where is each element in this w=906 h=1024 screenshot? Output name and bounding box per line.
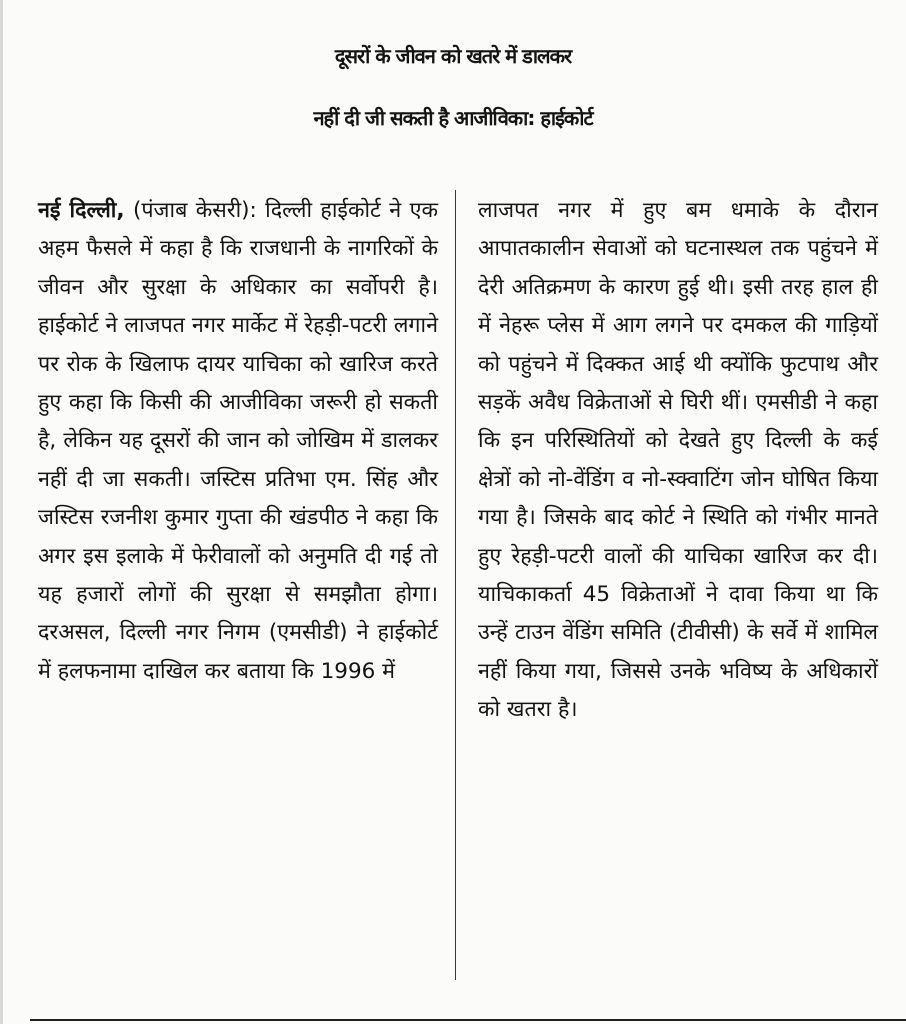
right-column-text: लाजपत नगर में हुए बम धमाके के दौरान आपातकालीन सेवाओं को घटनास्थल तक पहुंचने में देरी अतिक्रमण के कारण हुई थी। इसी तरह हाल ही में नेहरू प्लेस में आग लगने पर दमकल की गाड़ियों को पहुंचने में दिक्कत आई थी क्योंकि फुटपाथ और सड़कें अवैध विक्रेताओं से घिरी थीं। एमसीडी ने कहा कि इन परिस्थितियों को देखते हुए दिल्ली के कई क्षेत्रों को नो-वेंडिंग व नो-स्क्वाटिंग जोन घोषित किया गया है। जिसके बाद कोर्ट ने स्थिति को गंभीर मानते हुए रेहड़ी-पटरी वालों की याचिका खारिज कर दी। याचिकाकर्ता 45 विक्रेताओं ने दावा किया था कि उन्हें टाउन वेंडिंग समिति (टीवीसी) के सर्वे में शामिल नहीं किया गया, जिससे उनके भविष्य के अधिकारों को खतरा है।	[478, 198, 878, 723]
article-column-left	[38, 192, 438, 691]
headline	[0, 0, 906, 149]
article-column-right	[478, 192, 878, 730]
headline-line-2: नहीं दी जी सकती है आजीविका: हाईकोर्ट	[313, 106, 593, 130]
article-paragraph-left	[38, 192, 438, 691]
bottom-rule	[30, 1019, 906, 1021]
column-divider	[455, 190, 456, 980]
dateline: नई दिल्ली,	[38, 198, 125, 223]
headline-line-1: दूसरों के जीवन को खतरे में डालकर	[334, 44, 572, 68]
left-column-text: (पंजाब केसरी): दिल्ली हाईकोर्ट ने एक अहम फैसले में कहा है कि राजधानी के नागरिकों के जीवन और सुरक्षा के अधिकार का सर्वोपरी है। हाईकोर्ट ने लाजपत नगर मार्केट में रेहड़ी-पटरी लगाने पर रोक के खिलाफ दायर याचिका को खारिज करते हुए कहा कि किसी की आजीविका जरूरी हो सकती है, लेकिन यह दूसरों की जान को जोखिम में डालकर नहीं दी जा सकती। जस्टिस प्रतिभा एम. सिंह और जस्टिस रजनीश कुमार गुप्ता की खंडपीठ ने कहा कि अगर इस इलाके में फेरीवालों को अनुमति दी गई तो यह हजारों लोगों की सुरक्षा से समझौता होगा। दरअसल, दिल्ली नगर निगम (एमसीडी) ने हाईकोर्ट में हलफनामा दाखिल कर बताया कि 1996 में	[38, 198, 438, 684]
page-edge	[0, 0, 3, 1024]
